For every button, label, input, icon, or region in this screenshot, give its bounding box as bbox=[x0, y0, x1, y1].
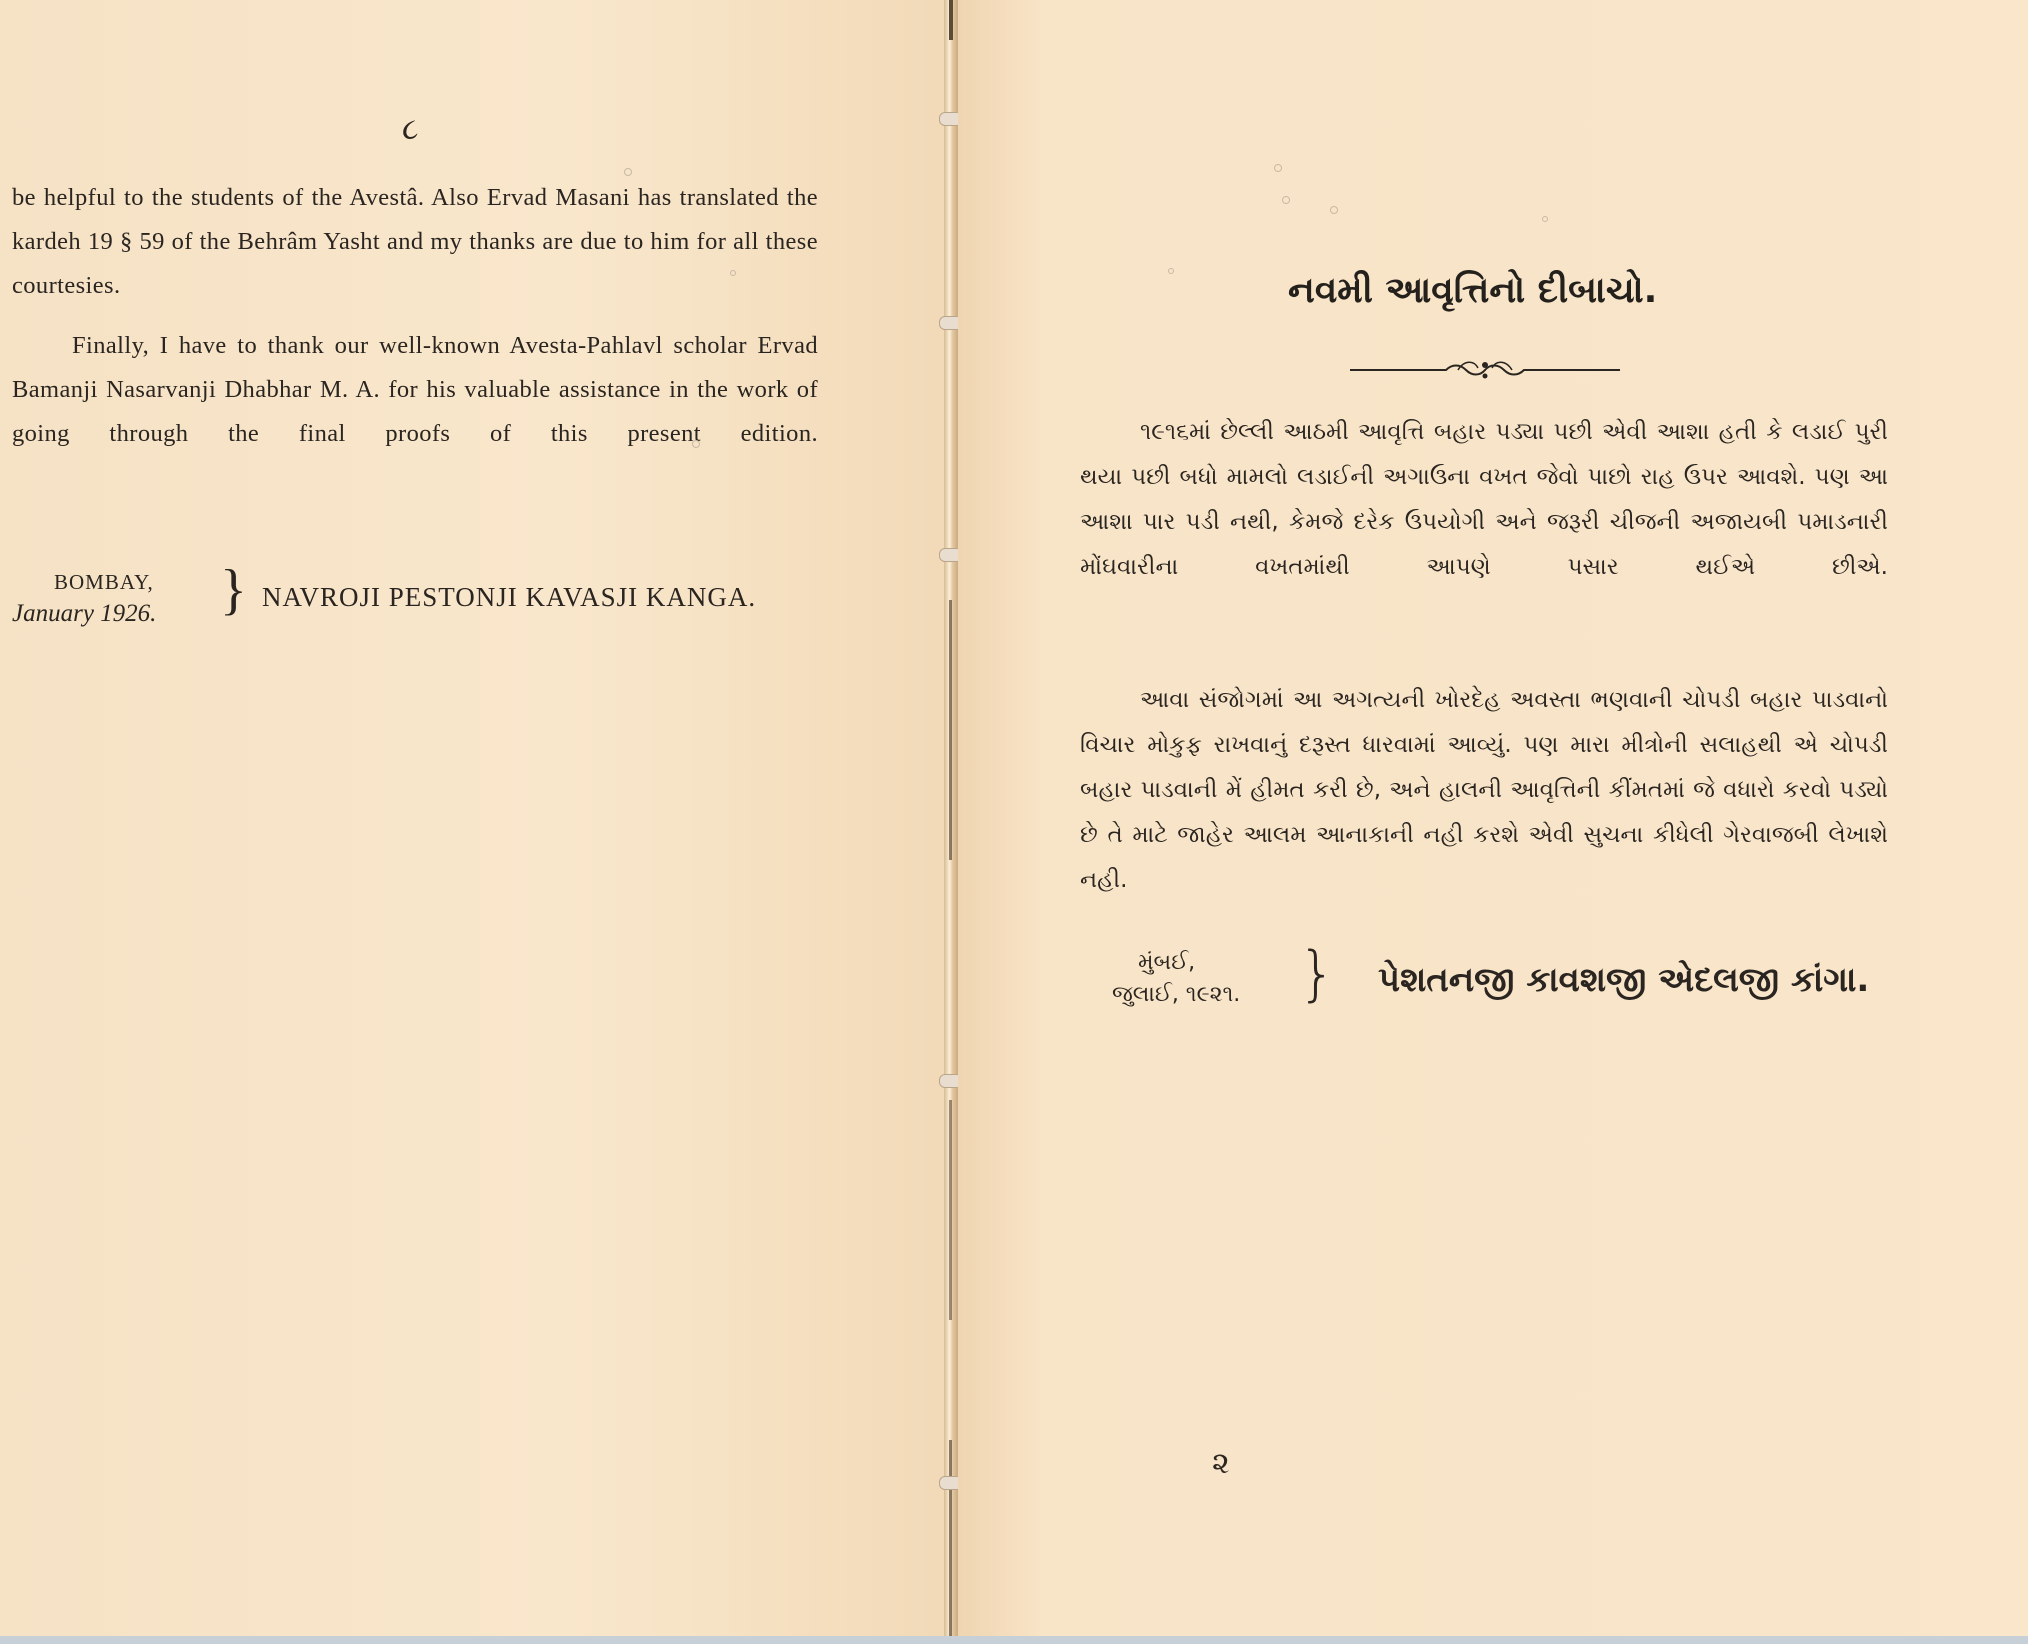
binding-thread bbox=[949, 600, 952, 860]
signoff-place: BOMBAY, bbox=[54, 570, 154, 594]
paper-speck bbox=[624, 168, 632, 176]
signoff-place: મુંબઈ, bbox=[1138, 950, 1196, 975]
book-gutter bbox=[944, 0, 958, 1644]
signoff-brace: } bbox=[1298, 939, 1337, 1009]
left-page bbox=[0, 0, 944, 1644]
paper-speck bbox=[1168, 268, 1174, 274]
scanner-bed-edge bbox=[0, 1636, 2028, 1644]
signoff-name: NAVROJI PESTONJI KAVASJI KANGA. bbox=[262, 582, 757, 612]
left-paragraph-1: be helpful to the students of the Avestâ. Also Ervad Masani has translated the kardeh 19 § 59 of the Behrâm Yasht and my thanks are due to him for all these courtesies. bbox=[12, 184, 818, 299]
title-ornament bbox=[1348, 356, 1622, 384]
signoff-date: January 1926. bbox=[12, 600, 157, 627]
binding-thread bbox=[949, 1100, 952, 1320]
paper-speck bbox=[730, 270, 736, 276]
binding-thread bbox=[949, 0, 953, 40]
binding-thread bbox=[949, 1440, 952, 1640]
left-signoff bbox=[12, 559, 842, 640]
left-paragraph-2: Finally, I have to thank our well-known Avesta-Pahlavl scholar Ervad Bamanji Nasarvanji Dhabhar M. A. for his valuable assistance in the work of going through the final proofs of this present edition. bbox=[12, 332, 818, 447]
signoff-name: પેશતનજી કાવશજી એદલજી કાંગા. bbox=[1378, 960, 1870, 1000]
signoff-date: જુલાઈ, ૧૯૨૧. bbox=[1112, 982, 1241, 1007]
paper-speck bbox=[1274, 164, 1282, 172]
signoff-brace: } bbox=[220, 559, 247, 621]
right-paragraph-2: આવા સંજોગમાં આ અગત્યની ખોરદેહ અવસ્તા ભણવાની ચોપડી બહાર પાડવાનો વિચાર મોકુફ રાખવાનું દરૂસ્ત ધારવામાં આવ્યું. પણ મારા મીત્રોની સલાહથી એ ચોપડી બહાર પાડવાની મેં હીમત કરી છે, અને હાલની આવૃત્તિની કીંમતમાં જે વધારો કરવો પડ્યો છે તે માટે જાહેર આલમ આનાકાની નહી કરશે એવી સુચના કીધેલી ગેરવાજબી લેખાશે નહી. bbox=[1080, 687, 1888, 893]
right-signoff bbox=[1100, 939, 1900, 1030]
paper-speck bbox=[1542, 216, 1548, 222]
paper-speck bbox=[1282, 196, 1290, 204]
paper-speck bbox=[1330, 206, 1338, 214]
right-page-number: ૨ bbox=[1212, 1446, 1230, 1481]
left-page-number: ૮ bbox=[402, 112, 419, 147]
right-paragraph-1: ૧૯૧૬માં છેલ્લી આઠમી આવૃત્તિ બહાર પડ્યા પછી એવી આશા હતી કે લડાઈ પુરી થયા પછી બધો મામલો લડાઈની અગાઉના વખત જેવો પાછો રાહ ઉપર આવશે. પણ આ આશા પાર પડી નથી, કેમજે દરેક ઉપયોગી અને જરૂરી ચીજની અજાયબી પમાડનારી મોંઘવારીના વખતમાંથી આપણે પસાર થઈએ છીએ. bbox=[1080, 419, 1888, 580]
right-page-title: નવમી આવૃત્તિનો દીબાચો. bbox=[1288, 270, 1658, 311]
paper-speck bbox=[692, 440, 700, 448]
